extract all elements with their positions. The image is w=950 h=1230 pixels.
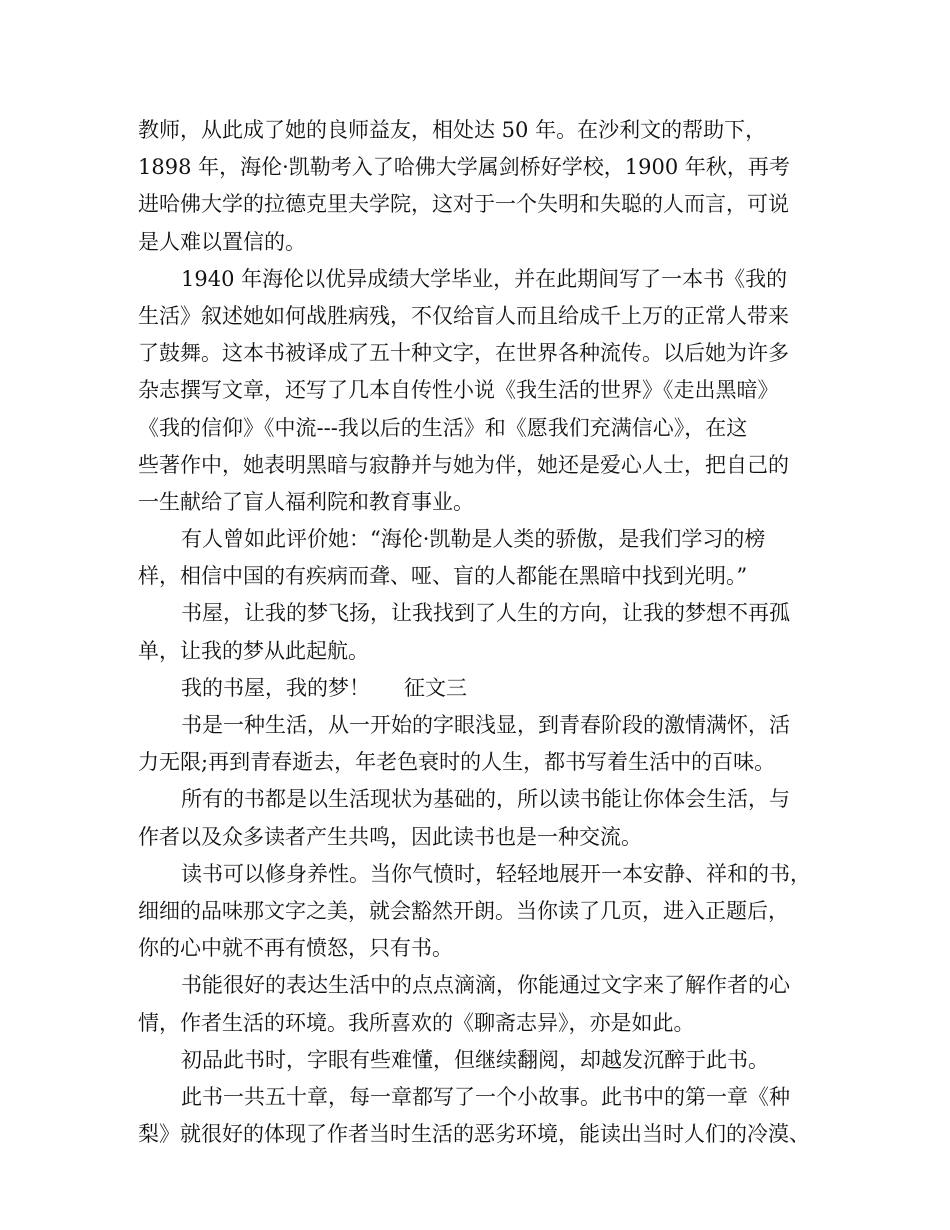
text-line: 力无限;再到青春逝去，年老色衰时的人生，都书写着生活中的百味。: [138, 750, 776, 775]
text-line: 了鼓舞。这本书被译成了五十种文字，在世界各种流传。以后她为许多: [138, 341, 789, 366]
section-subtitle: 征文三: [404, 675, 467, 700]
text-line: 些著作中，她表明黑暗与寂静并与她为伴，她还是爱心人士，把自己的: [138, 452, 789, 477]
text-line: 1898 年，海伦·凯勒考入了哈佛大学属剑桥好学校，1900 年秋，再考: [138, 155, 790, 180]
text-line: 样，相信中国的有疾病而聋、哑、盲的人都能在黑暗中找到光明。”: [138, 564, 748, 589]
text-line: 是人难以置信的。: [138, 229, 306, 254]
text-line: 单，让我的梦从此起航。: [138, 638, 369, 663]
text-line: 生活》叙述她如何战胜病残，不仅给盲人而且给成千上万的正常人带来: [138, 303, 789, 328]
text-line: 书屋，让我的梦飞扬，让我找到了人生的方向，让我的梦想不再孤: [181, 601, 790, 626]
text-line: 1940 年海伦以优异成绩大学毕业，并在此期间写了一本书《我的: [181, 266, 788, 291]
text-line: 书是一种生活，从一开始的字眼浅显，到青春阶段的激情满怀，活: [181, 713, 790, 737]
text-line: 书能很好的表达生活中的点点滴滴，你能通过文字来了解作者的心: [181, 973, 790, 998]
text-line: 初品此书时，字眼有些难懂，但继续翻阅，却越发沉醉于此书。: [181, 1047, 769, 1072]
text-line: 读书可以修身养性。当你气愤时，轻轻地展开一本安静、祥和的书，: [181, 861, 811, 886]
text-line: 进哈佛大学的拉德克里夫学院，这对于一个失明和失聪的人而言，可说: [138, 192, 789, 217]
text-line: 细细的品味那文字之美，就会豁然开朗。当你读了几页，进入正题后，: [138, 898, 789, 923]
text-line: 所有的书都是以生活现状为基础的，所以读书能让你体会生活，与: [181, 787, 790, 812]
text-line: 你的心中就不再有愤怒，只有书。: [138, 936, 453, 961]
text-line: 作者以及众多读者产生共鸣，因此读书也是一种交流。: [138, 824, 642, 849]
section-title: 我的书屋，我的梦！: [181, 675, 370, 700]
text-line: 教师，从此成了她的良师益友，相处达 50 年。在沙利文的帮助下，: [138, 118, 767, 142]
text-line: 一生献给了盲人福利院和教育事业。: [138, 489, 474, 514]
text-line: 情，作者生活的环境。我所喜欢的《聊斋志异》，亦是如此。: [138, 1010, 695, 1035]
section-heading: [138, 670, 828, 707]
text-line: 此书一共五十章，每一章都写了一个小故事。此书中的第一章《种: [181, 1084, 790, 1109]
text-line: 梨》就很好的体现了作者当时生活的恶劣环境，能读出当时人们的冷漠、: [138, 1122, 810, 1147]
text-line: 杂志撰写文章，还写了几本自传性小说《我生活的世界》《走出黑暗》: [138, 378, 779, 403]
document-body: [138, 112, 828, 1153]
text-line: 有人曾如此评价她：“海伦·凯勒是人类的骄傲，是我们学习的榜: [181, 527, 766, 552]
text-line: 《我的信仰》《中流---我以后的生活》和《愿我们充满信心》，在这: [138, 415, 748, 440]
